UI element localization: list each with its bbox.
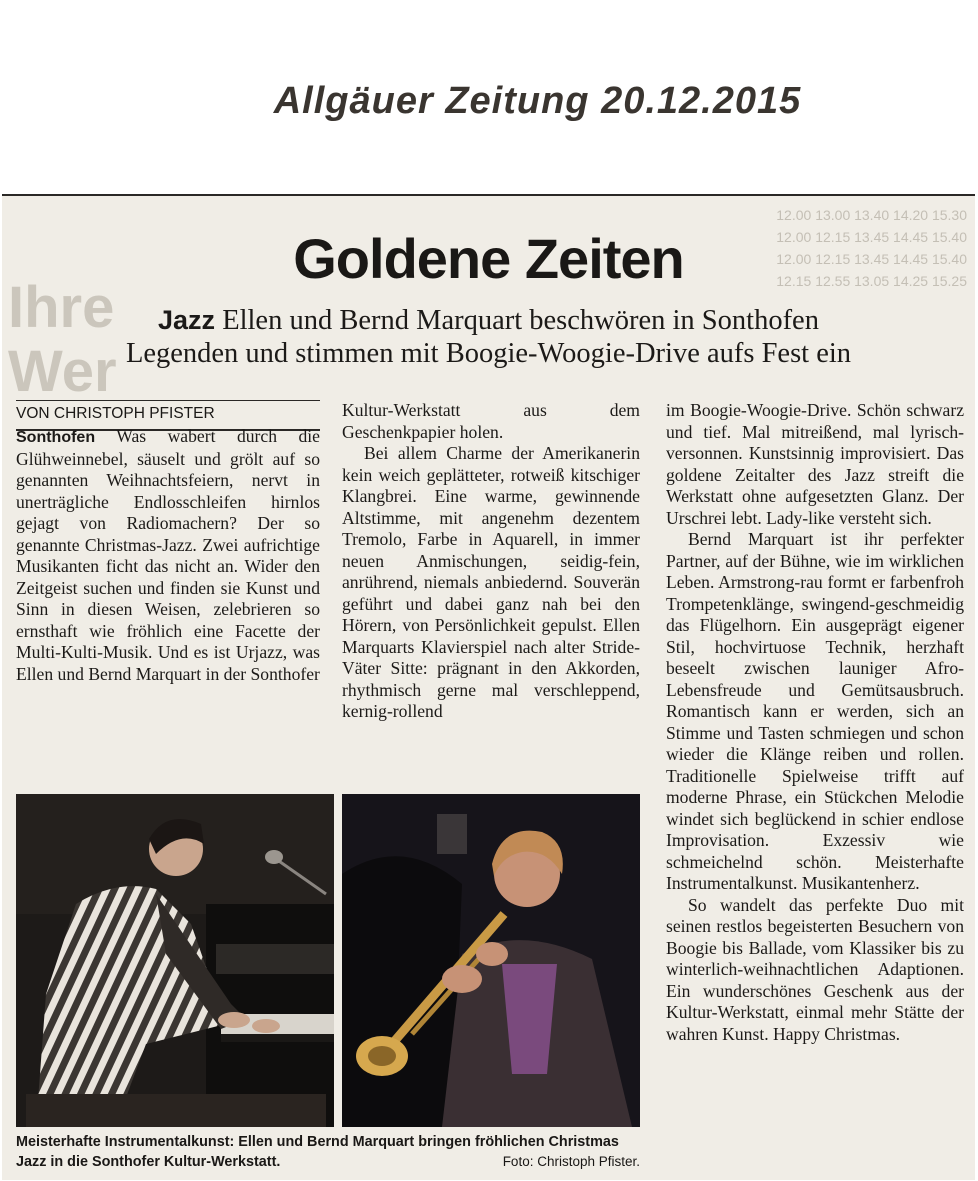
photo-caption (16, 1132, 640, 1172)
photo-trumpeter (342, 794, 640, 1127)
subhead-line-2: Legenden und stimmen mit Boogie-Woogie-Drive aufs Fest ein (125, 338, 852, 369)
dateline: Sonthofen (16, 429, 96, 446)
source-title: Allgäuer Zeitung 20.12.2015 (273, 80, 802, 122)
article-column-2: Kultur-Werkstatt aus dem Geschenkpapier holen. Bei allem Charme der Amerikanerin kein weich geplätteter, rotweiß kitschiger Klangbrei. Eine warme, gewinnende Altstimme, mit angenehm dezentem Tremolo, Farbe in Aquarell, in immer neuen Anmischungen, seidig-fein, anrührend, niemals anbiedernd. Souverän geführt und dabei ganz nah bei den Hörern, von Persönlichkeit gepulst. Ellen Marquarts Klavierspiel nach alter Stride-Väter Sitte: prägnant in den Akkorden, rhythmisch gerne mal verschleppend, kernig-rollend (342, 400, 640, 721)
show-through-left: Ihre Wer (8, 275, 117, 404)
subhead-line-1: Ellen und Bernd Marquart beschwören in Sonthofen (222, 305, 819, 336)
article-column-3 (666, 400, 964, 1045)
photo-pianist (16, 794, 334, 1127)
show-through-right: 12.00 13.00 13.40 14.20 15.30 12.00 12.15 13.45 14.45 15.40 12.00 12.15 13.45 14.45 15.40 12.15 12.55 13.05 14.25 15.25 (776, 207, 967, 289)
article-column-1: Sonthofen Was wabert durch die Glühweinnebel, säuselt und grölt auf so genannten Weihnachtsfeiern, nervt in unerträgliche Endlosschleifen hirnlos gejagt von Radiomachern? Der so genannte Christmas-Jazz. Zwei aufrichtige Musikanten ficht das nicht an. Wider den Zeitgeist suchen und finden sie Kunst und Sinn in diesen Weisen, zelebrieren so ernsthaft wie fröhlich eine Facette der Multi-Kulti-Musik. Und es ist Urjazz, was Ellen und Bernd Marquart in der Sonthofer (16, 426, 320, 684)
paragraph-2: Bei allem Charme der Amerikanerin kein weich geplätteter, rotweiß kitschiger Klangbrei. Eine warme, gewinnende Altstimme, mit angenehm dezentem Tremolo, Farbe in Aquarell, in immer neuen Anmischungen, seidig-fein, anrührend, niemals anbiedernd. Souverän geführt und dabei ganz nah bei den Hörern, von Persönlichkeit gepulst. Ellen Marquarts Klavierspiel nach alter Stride-Väter Sitte: prägnant in den Akkorden, rhythmisch gerne mal verschleppend, kernig-rollend (342, 443, 640, 721)
topic-kicker: Jazz (158, 305, 216, 335)
caption-text: Meisterhafte Instrumentalkunst: Ellen und Bernd Marquart bringen fröhlichen Christmas Jazz in die Sonthofer Kultur-Werkstatt. (16, 1134, 619, 1170)
photo-credit: Foto: Christoph Pfister. (502, 1154, 640, 1169)
paragraph-5: So wandelt das perfekte Duo mit seinen restlos begeisterten Besuchern von Boogie bis Ballade, vom Klassiker bis zu winterlich-weihnachtlichen Adaptionen. Ein wunderschönes Geschenk aus der Kultur-Werkstatt, einmal mehr Stätte der wahren Kunst. Happy Christmas. (666, 894, 964, 1044)
paragraph-4: Bernd Marquart ist ihr perfekter Partner, auf der Bühne, wie im wirklichen Leben. Armstrong-rau formt er farbenfroh Trompetenklänge, swingend-geschmeidig das Flügelhorn. Ein ausgeprägt eigener Stil, hochvirtuose Technik, herzhaft beseelt zwischen launiger Afro-Lebensfreude und Gemütsausbruch. Romantisch kann er werden, sich an Stimme und Tasten schmiegen und schon wieder die Klänge reiben und rollen. Traditionelle Spielweise trifft auf moderne Phrase, ein Stückchen Melodie windet sich beglückend in schier endlose Improvisation. Exzessiv wie schmeichelnd schön. Meisterhafte Instrumentalkunst. Musikantenherz. (666, 529, 964, 893)
article-headline: Goldene Zeiten (293, 227, 684, 290)
byline: VON CHRISTOPH PFISTER (16, 400, 320, 423)
paragraph-3: im Boogie-Woogie-Drive. Schön schwarz und tief. Mal mitreißend, mal lyrisch-versonnen. Kunstsinnig improvisiert. Das goldene Zeitalter des Jazz streift die Werkstatt ohne aufgesetzten Glanz. Der Urschrei lebt. Lady-like versteht sich. (666, 400, 964, 528)
newspaper-clipping (2, 194, 975, 1180)
article-subhead (2, 304, 975, 370)
